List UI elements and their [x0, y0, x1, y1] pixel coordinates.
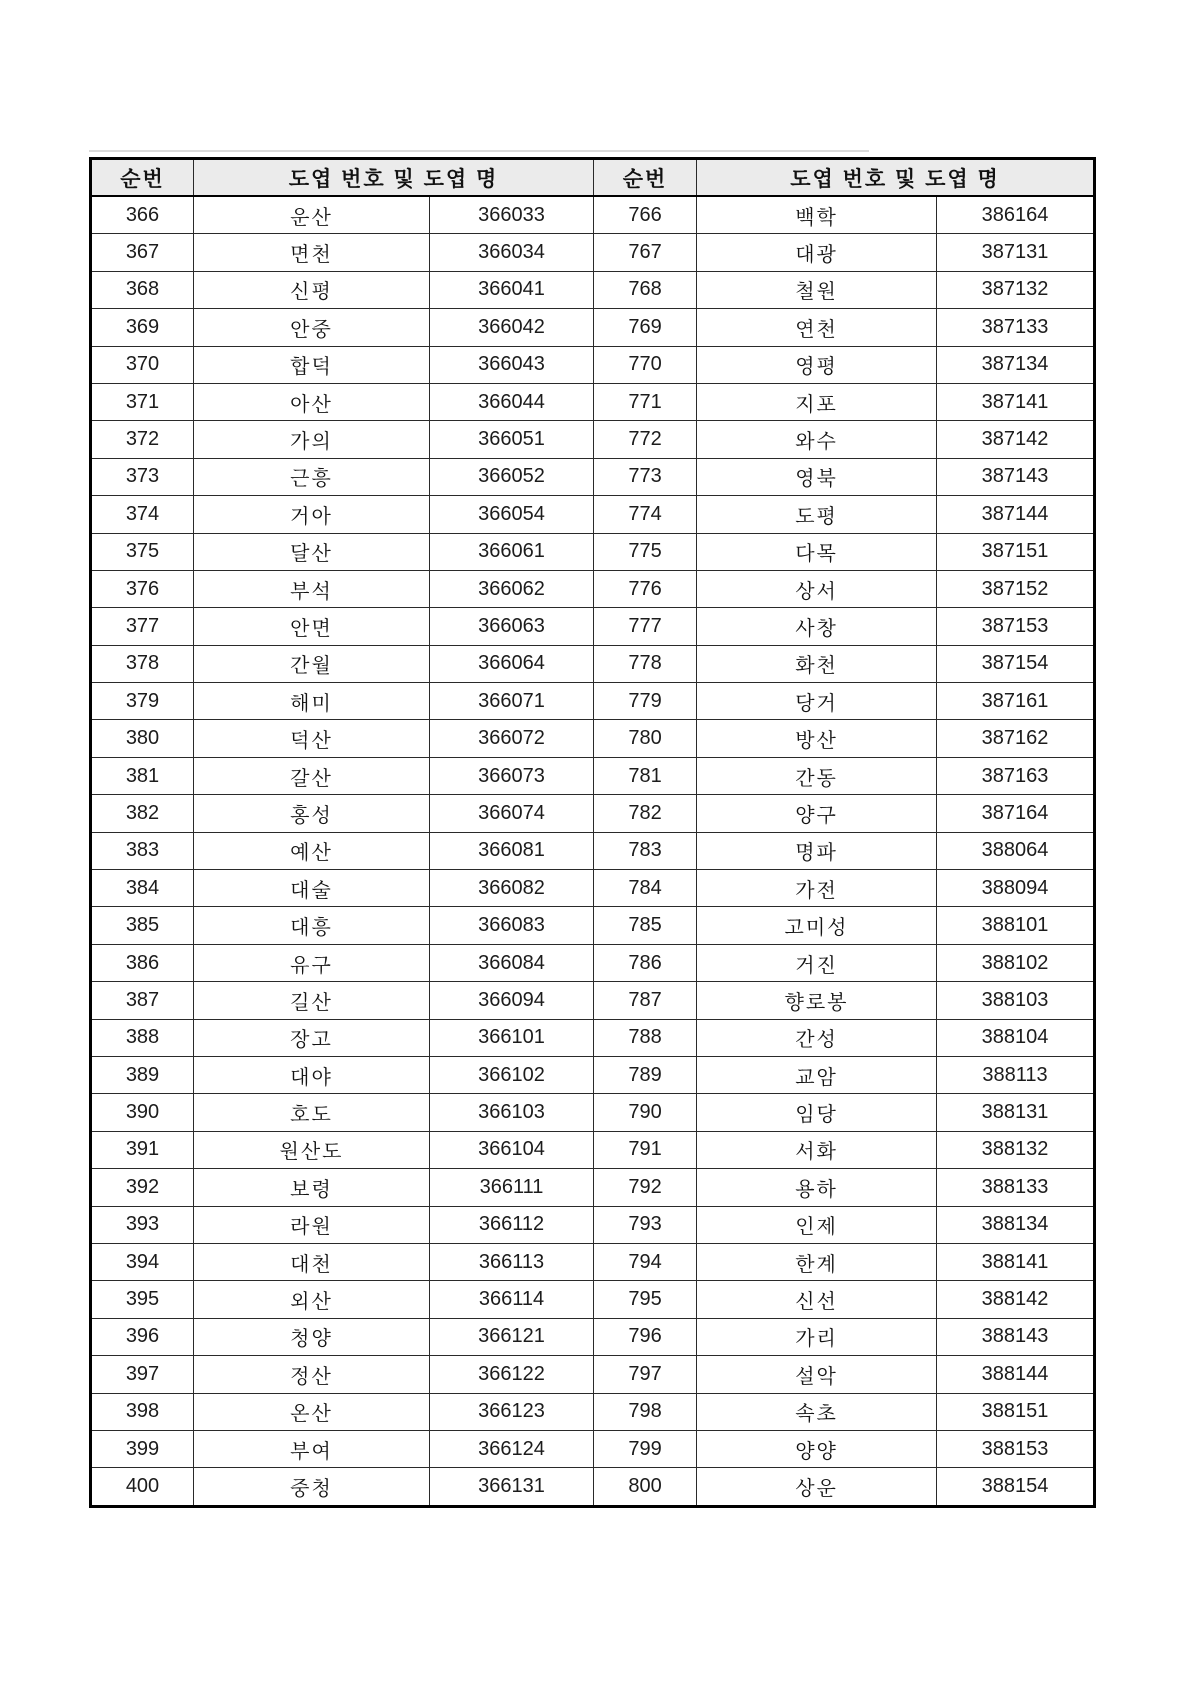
sheet-name-cell: 서화 [697, 1131, 937, 1168]
sheet-code-cell: 387151 [937, 533, 1095, 570]
seq-cell: 775 [594, 533, 697, 570]
seq-cell: 782 [594, 795, 697, 832]
seq-cell: 383 [91, 832, 194, 869]
sheet-code-cell: 366052 [430, 458, 594, 495]
sheet-name-cell: 간동 [697, 757, 937, 794]
sheet-code-cell: 366063 [430, 608, 594, 645]
sheet-name-cell: 가의 [194, 421, 430, 458]
seq-cell: 766 [594, 196, 697, 234]
table-row [91, 907, 1095, 944]
table-row [91, 196, 1095, 234]
sheet-name-cell: 설악 [697, 1356, 937, 1393]
sheet-code-cell: 388103 [937, 982, 1095, 1019]
sheet-name-cell: 홍성 [194, 795, 430, 832]
sheet-code-cell: 388094 [937, 870, 1095, 907]
sheet-name-cell: 화천 [697, 645, 937, 682]
seq-cell: 791 [594, 1131, 697, 1168]
sheet-code-cell: 366074 [430, 795, 594, 832]
table-row [91, 309, 1095, 346]
sheet-code-cell: 366124 [430, 1430, 594, 1467]
sheet-code-cell: 387132 [937, 271, 1095, 308]
seq-cell: 381 [91, 757, 194, 794]
table-row [91, 1430, 1095, 1467]
seq-cell: 780 [594, 720, 697, 757]
seq-cell: 386 [91, 944, 194, 981]
sheet-code-cell: 387154 [937, 645, 1095, 682]
sheet-code-cell: 388142 [937, 1281, 1095, 1318]
seq-cell: 378 [91, 645, 194, 682]
sheet-name-cell: 거진 [697, 944, 937, 981]
sheet-name-cell: 가리 [697, 1318, 937, 1355]
table-row [91, 1356, 1095, 1393]
seq-cell: 771 [594, 383, 697, 420]
sheet-code-cell: 388134 [937, 1206, 1095, 1243]
table-row [91, 271, 1095, 308]
table-row [91, 645, 1095, 682]
seq-cell: 784 [594, 870, 697, 907]
sheet-code-cell: 387142 [937, 421, 1095, 458]
sheet-name-cell: 호도 [194, 1094, 430, 1131]
sheet-name-cell: 방산 [697, 720, 937, 757]
sheet-name-cell: 온산 [194, 1393, 430, 1430]
table-row [91, 1094, 1095, 1131]
sheet-name-cell: 명파 [697, 832, 937, 869]
sheet-name-cell: 면천 [194, 234, 430, 271]
seq-cell: 770 [594, 346, 697, 383]
sheet-code-cell: 366121 [430, 1318, 594, 1355]
seq-cell: 379 [91, 683, 194, 720]
sheet-code-cell: 388131 [937, 1094, 1095, 1131]
sheet-code-cell: 366073 [430, 757, 594, 794]
sheet-name-cell: 청양 [194, 1318, 430, 1355]
seq-cell: 370 [91, 346, 194, 383]
sheet-name-cell: 당거 [697, 683, 937, 720]
seq-cell: 376 [91, 570, 194, 607]
sheet-name-cell: 영북 [697, 458, 937, 495]
header-seq-left: 순번 [91, 159, 194, 197]
seq-cell: 380 [91, 720, 194, 757]
seq-cell: 366 [91, 196, 194, 234]
sheet-code-cell: 388141 [937, 1243, 1095, 1280]
sheet-name-cell: 고미성 [697, 907, 937, 944]
sheet-code-cell: 366081 [430, 832, 594, 869]
sheet-code-cell: 387134 [937, 346, 1095, 383]
sheet-name-cell: 속초 [697, 1393, 937, 1430]
sheet-code-cell: 387152 [937, 570, 1095, 607]
seq-cell: 768 [594, 271, 697, 308]
sheet-code-cell: 388153 [937, 1430, 1095, 1467]
seq-cell: 774 [594, 496, 697, 533]
sheet-code-cell: 387133 [937, 309, 1095, 346]
sheet-code-cell: 388133 [937, 1169, 1095, 1206]
seq-cell: 392 [91, 1169, 194, 1206]
table-body [91, 196, 1095, 1506]
seq-cell: 790 [594, 1094, 697, 1131]
sheet-name-cell: 신평 [194, 271, 430, 308]
sheet-name-cell: 장고 [194, 1019, 430, 1056]
sheet-name-cell: 안중 [194, 309, 430, 346]
seq-cell: 798 [594, 1393, 697, 1430]
seq-cell: 800 [594, 1468, 697, 1506]
sheet-name-cell: 연천 [697, 309, 937, 346]
table-row [91, 458, 1095, 495]
table-row [91, 1206, 1095, 1243]
seq-cell: 786 [594, 944, 697, 981]
sheet-code-cell: 366062 [430, 570, 594, 607]
sheet-name-cell: 길산 [194, 982, 430, 1019]
table-row [91, 870, 1095, 907]
table-row [91, 570, 1095, 607]
sheet-name-cell: 라원 [194, 1206, 430, 1243]
sheet-name-cell: 거아 [194, 496, 430, 533]
sheet-code-cell: 366071 [430, 683, 594, 720]
sheet-name-cell: 사창 [697, 608, 937, 645]
sheet-name-cell: 운산 [194, 196, 430, 234]
table-row [91, 1243, 1095, 1280]
sheet-name-cell: 백학 [697, 196, 937, 234]
sheet-name-cell: 대야 [194, 1056, 430, 1093]
sheet-name-cell: 해미 [194, 683, 430, 720]
sheet-code-cell: 387163 [937, 757, 1095, 794]
seq-cell: 399 [91, 1430, 194, 1467]
seq-cell: 396 [91, 1318, 194, 1355]
seq-cell: 799 [594, 1430, 697, 1467]
table-row [91, 533, 1095, 570]
sheet-code-cell: 366084 [430, 944, 594, 981]
table-row [91, 720, 1095, 757]
map-sheet-index-table [89, 157, 1096, 1508]
sheet-name-cell: 부석 [194, 570, 430, 607]
sheet-code-cell: 366113 [430, 1243, 594, 1280]
sheet-code-cell: 388132 [937, 1131, 1095, 1168]
sheet-code-cell: 366051 [430, 421, 594, 458]
sheet-code-cell: 366054 [430, 496, 594, 533]
seq-cell: 375 [91, 533, 194, 570]
seq-cell: 794 [594, 1243, 697, 1280]
sheet-code-cell: 366103 [430, 1094, 594, 1131]
sheet-code-cell: 366094 [430, 982, 594, 1019]
seq-cell: 385 [91, 907, 194, 944]
seq-cell: 373 [91, 458, 194, 495]
table-row [91, 795, 1095, 832]
sheet-name-cell: 부여 [194, 1430, 430, 1467]
sheet-name-cell: 임당 [697, 1094, 937, 1131]
seq-cell: 787 [594, 982, 697, 1019]
sheet-code-cell: 366044 [430, 383, 594, 420]
sheet-code-cell: 366104 [430, 1131, 594, 1168]
seq-cell: 369 [91, 309, 194, 346]
sheet-name-cell: 대광 [697, 234, 937, 271]
header-sheet-left: 도엽 번호 및 도엽 명 [194, 159, 594, 197]
sheet-code-cell: 387161 [937, 683, 1095, 720]
seq-cell: 779 [594, 683, 697, 720]
seq-cell: 789 [594, 1056, 697, 1093]
seq-cell: 368 [91, 271, 194, 308]
seq-cell: 390 [91, 1094, 194, 1131]
sheet-code-cell: 366112 [430, 1206, 594, 1243]
sheet-code-cell: 387144 [937, 496, 1095, 533]
sheet-code-cell: 366123 [430, 1393, 594, 1430]
sheet-code-cell: 388104 [937, 1019, 1095, 1056]
seq-cell: 388 [91, 1019, 194, 1056]
sheet-code-cell: 387164 [937, 795, 1095, 832]
seq-cell: 391 [91, 1131, 194, 1168]
seq-cell: 795 [594, 1281, 697, 1318]
seq-cell: 393 [91, 1206, 194, 1243]
sheet-name-cell: 철원 [697, 271, 937, 308]
sheet-code-cell: 366102 [430, 1056, 594, 1093]
seq-cell: 792 [594, 1169, 697, 1206]
table-row [91, 982, 1095, 1019]
table-row [91, 944, 1095, 981]
sheet-code-cell: 366131 [430, 1468, 594, 1506]
table-row [91, 234, 1095, 271]
sheet-code-cell: 366111 [430, 1169, 594, 1206]
sheet-name-cell: 예산 [194, 832, 430, 869]
sheet-code-cell: 387131 [937, 234, 1095, 271]
sheet-name-cell: 와수 [697, 421, 937, 458]
sheet-code-cell: 366082 [430, 870, 594, 907]
sheet-name-cell: 덕산 [194, 720, 430, 757]
sheet-code-cell: 388102 [937, 944, 1095, 981]
table-row [91, 1131, 1095, 1168]
seq-cell: 371 [91, 383, 194, 420]
seq-cell: 781 [594, 757, 697, 794]
table-row [91, 1318, 1095, 1355]
sheet-name-cell: 안면 [194, 608, 430, 645]
seq-cell: 374 [91, 496, 194, 533]
sheet-name-cell: 간성 [697, 1019, 937, 1056]
seq-cell: 776 [594, 570, 697, 607]
sheet-name-cell: 지포 [697, 383, 937, 420]
seq-cell: 367 [91, 234, 194, 271]
seq-cell: 783 [594, 832, 697, 869]
sheet-code-cell: 366043 [430, 346, 594, 383]
seq-cell: 384 [91, 870, 194, 907]
sheet-code-cell: 387153 [937, 608, 1095, 645]
sheet-name-cell: 대흥 [194, 907, 430, 944]
sheet-name-cell: 간월 [194, 645, 430, 682]
seq-cell: 785 [594, 907, 697, 944]
sheet-code-cell: 366122 [430, 1356, 594, 1393]
seq-cell: 796 [594, 1318, 697, 1355]
sheet-name-cell: 유구 [194, 944, 430, 981]
seq-cell: 793 [594, 1206, 697, 1243]
sheet-name-cell: 원산도 [194, 1131, 430, 1168]
sheet-name-cell: 가전 [697, 870, 937, 907]
sheet-name-cell: 대천 [194, 1243, 430, 1280]
seq-cell: 773 [594, 458, 697, 495]
table-row [91, 1169, 1095, 1206]
seq-cell: 778 [594, 645, 697, 682]
sheet-code-cell: 366061 [430, 533, 594, 570]
sheet-code-cell: 366034 [430, 234, 594, 271]
table-header [91, 159, 1095, 197]
table-row [91, 421, 1095, 458]
sheet-code-cell: 388101 [937, 907, 1095, 944]
table-row [91, 1281, 1095, 1318]
sheet-code-cell: 366101 [430, 1019, 594, 1056]
scan-artifact-line [89, 150, 869, 152]
sheet-name-cell: 영평 [697, 346, 937, 383]
header-row [91, 159, 1095, 197]
sheet-code-cell: 366033 [430, 196, 594, 234]
sheet-code-cell: 366041 [430, 271, 594, 308]
table-row [91, 1393, 1095, 1430]
seq-cell: 395 [91, 1281, 194, 1318]
table-row [91, 1056, 1095, 1093]
sheet-name-cell: 정산 [194, 1356, 430, 1393]
table-row [91, 383, 1095, 420]
sheet-name-cell: 달산 [194, 533, 430, 570]
sheet-code-cell: 387141 [937, 383, 1095, 420]
header-seq-right: 순번 [594, 159, 697, 197]
sheet-name-cell: 양양 [697, 1430, 937, 1467]
sheet-code-cell: 366083 [430, 907, 594, 944]
sheet-name-cell: 용하 [697, 1169, 937, 1206]
sheet-name-cell: 대술 [194, 870, 430, 907]
sheet-code-cell: 388151 [937, 1393, 1095, 1430]
table-row [91, 496, 1095, 533]
seq-cell: 769 [594, 309, 697, 346]
sheet-name-cell: 아산 [194, 383, 430, 420]
sheet-name-cell: 보령 [194, 1169, 430, 1206]
table-row [91, 757, 1095, 794]
seq-cell: 788 [594, 1019, 697, 1056]
table-row [91, 608, 1095, 645]
table-row [91, 346, 1095, 383]
sheet-name-cell: 향로봉 [697, 982, 937, 1019]
seq-cell: 377 [91, 608, 194, 645]
seq-cell: 387 [91, 982, 194, 1019]
seq-cell: 394 [91, 1243, 194, 1280]
sheet-code-cell: 388064 [937, 832, 1095, 869]
header-sheet-right: 도엽 번호 및 도엽 명 [697, 159, 1095, 197]
table-row [91, 1468, 1095, 1506]
sheet-code-cell: 366064 [430, 645, 594, 682]
sheet-name-cell: 신선 [697, 1281, 937, 1318]
sheet-name-cell: 중청 [194, 1468, 430, 1506]
sheet-code-cell: 387143 [937, 458, 1095, 495]
sheet-name-cell: 근흥 [194, 458, 430, 495]
table-row [91, 1019, 1095, 1056]
seq-cell: 772 [594, 421, 697, 458]
seq-cell: 372 [91, 421, 194, 458]
sheet-name-cell: 상운 [697, 1468, 937, 1506]
seq-cell: 797 [594, 1356, 697, 1393]
sheet-name-cell: 도평 [697, 496, 937, 533]
seq-cell: 767 [594, 234, 697, 271]
sheet-name-cell: 교암 [697, 1056, 937, 1093]
table-row [91, 832, 1095, 869]
seq-cell: 389 [91, 1056, 194, 1093]
sheet-code-cell: 387162 [937, 720, 1095, 757]
sheet-code-cell: 388144 [937, 1356, 1095, 1393]
sheet-name-cell: 상서 [697, 570, 937, 607]
sheet-code-cell: 388113 [937, 1056, 1095, 1093]
seq-cell: 400 [91, 1468, 194, 1506]
sheet-code-cell: 388143 [937, 1318, 1095, 1355]
sheet-name-cell: 다목 [697, 533, 937, 570]
sheet-name-cell: 외산 [194, 1281, 430, 1318]
sheet-name-cell: 인제 [697, 1206, 937, 1243]
sheet-code-cell: 388154 [937, 1468, 1095, 1506]
sheet-code-cell: 366072 [430, 720, 594, 757]
sheet-name-cell: 갈산 [194, 757, 430, 794]
seq-cell: 397 [91, 1356, 194, 1393]
table-row [91, 683, 1095, 720]
seq-cell: 777 [594, 608, 697, 645]
seq-cell: 398 [91, 1393, 194, 1430]
sheet-name-cell: 양구 [697, 795, 937, 832]
sheet-code-cell: 386164 [937, 196, 1095, 234]
seq-cell: 382 [91, 795, 194, 832]
sheet-code-cell: 366114 [430, 1281, 594, 1318]
sheet-name-cell: 합덕 [194, 346, 430, 383]
sheet-name-cell: 한계 [697, 1243, 937, 1280]
sheet-code-cell: 366042 [430, 309, 594, 346]
